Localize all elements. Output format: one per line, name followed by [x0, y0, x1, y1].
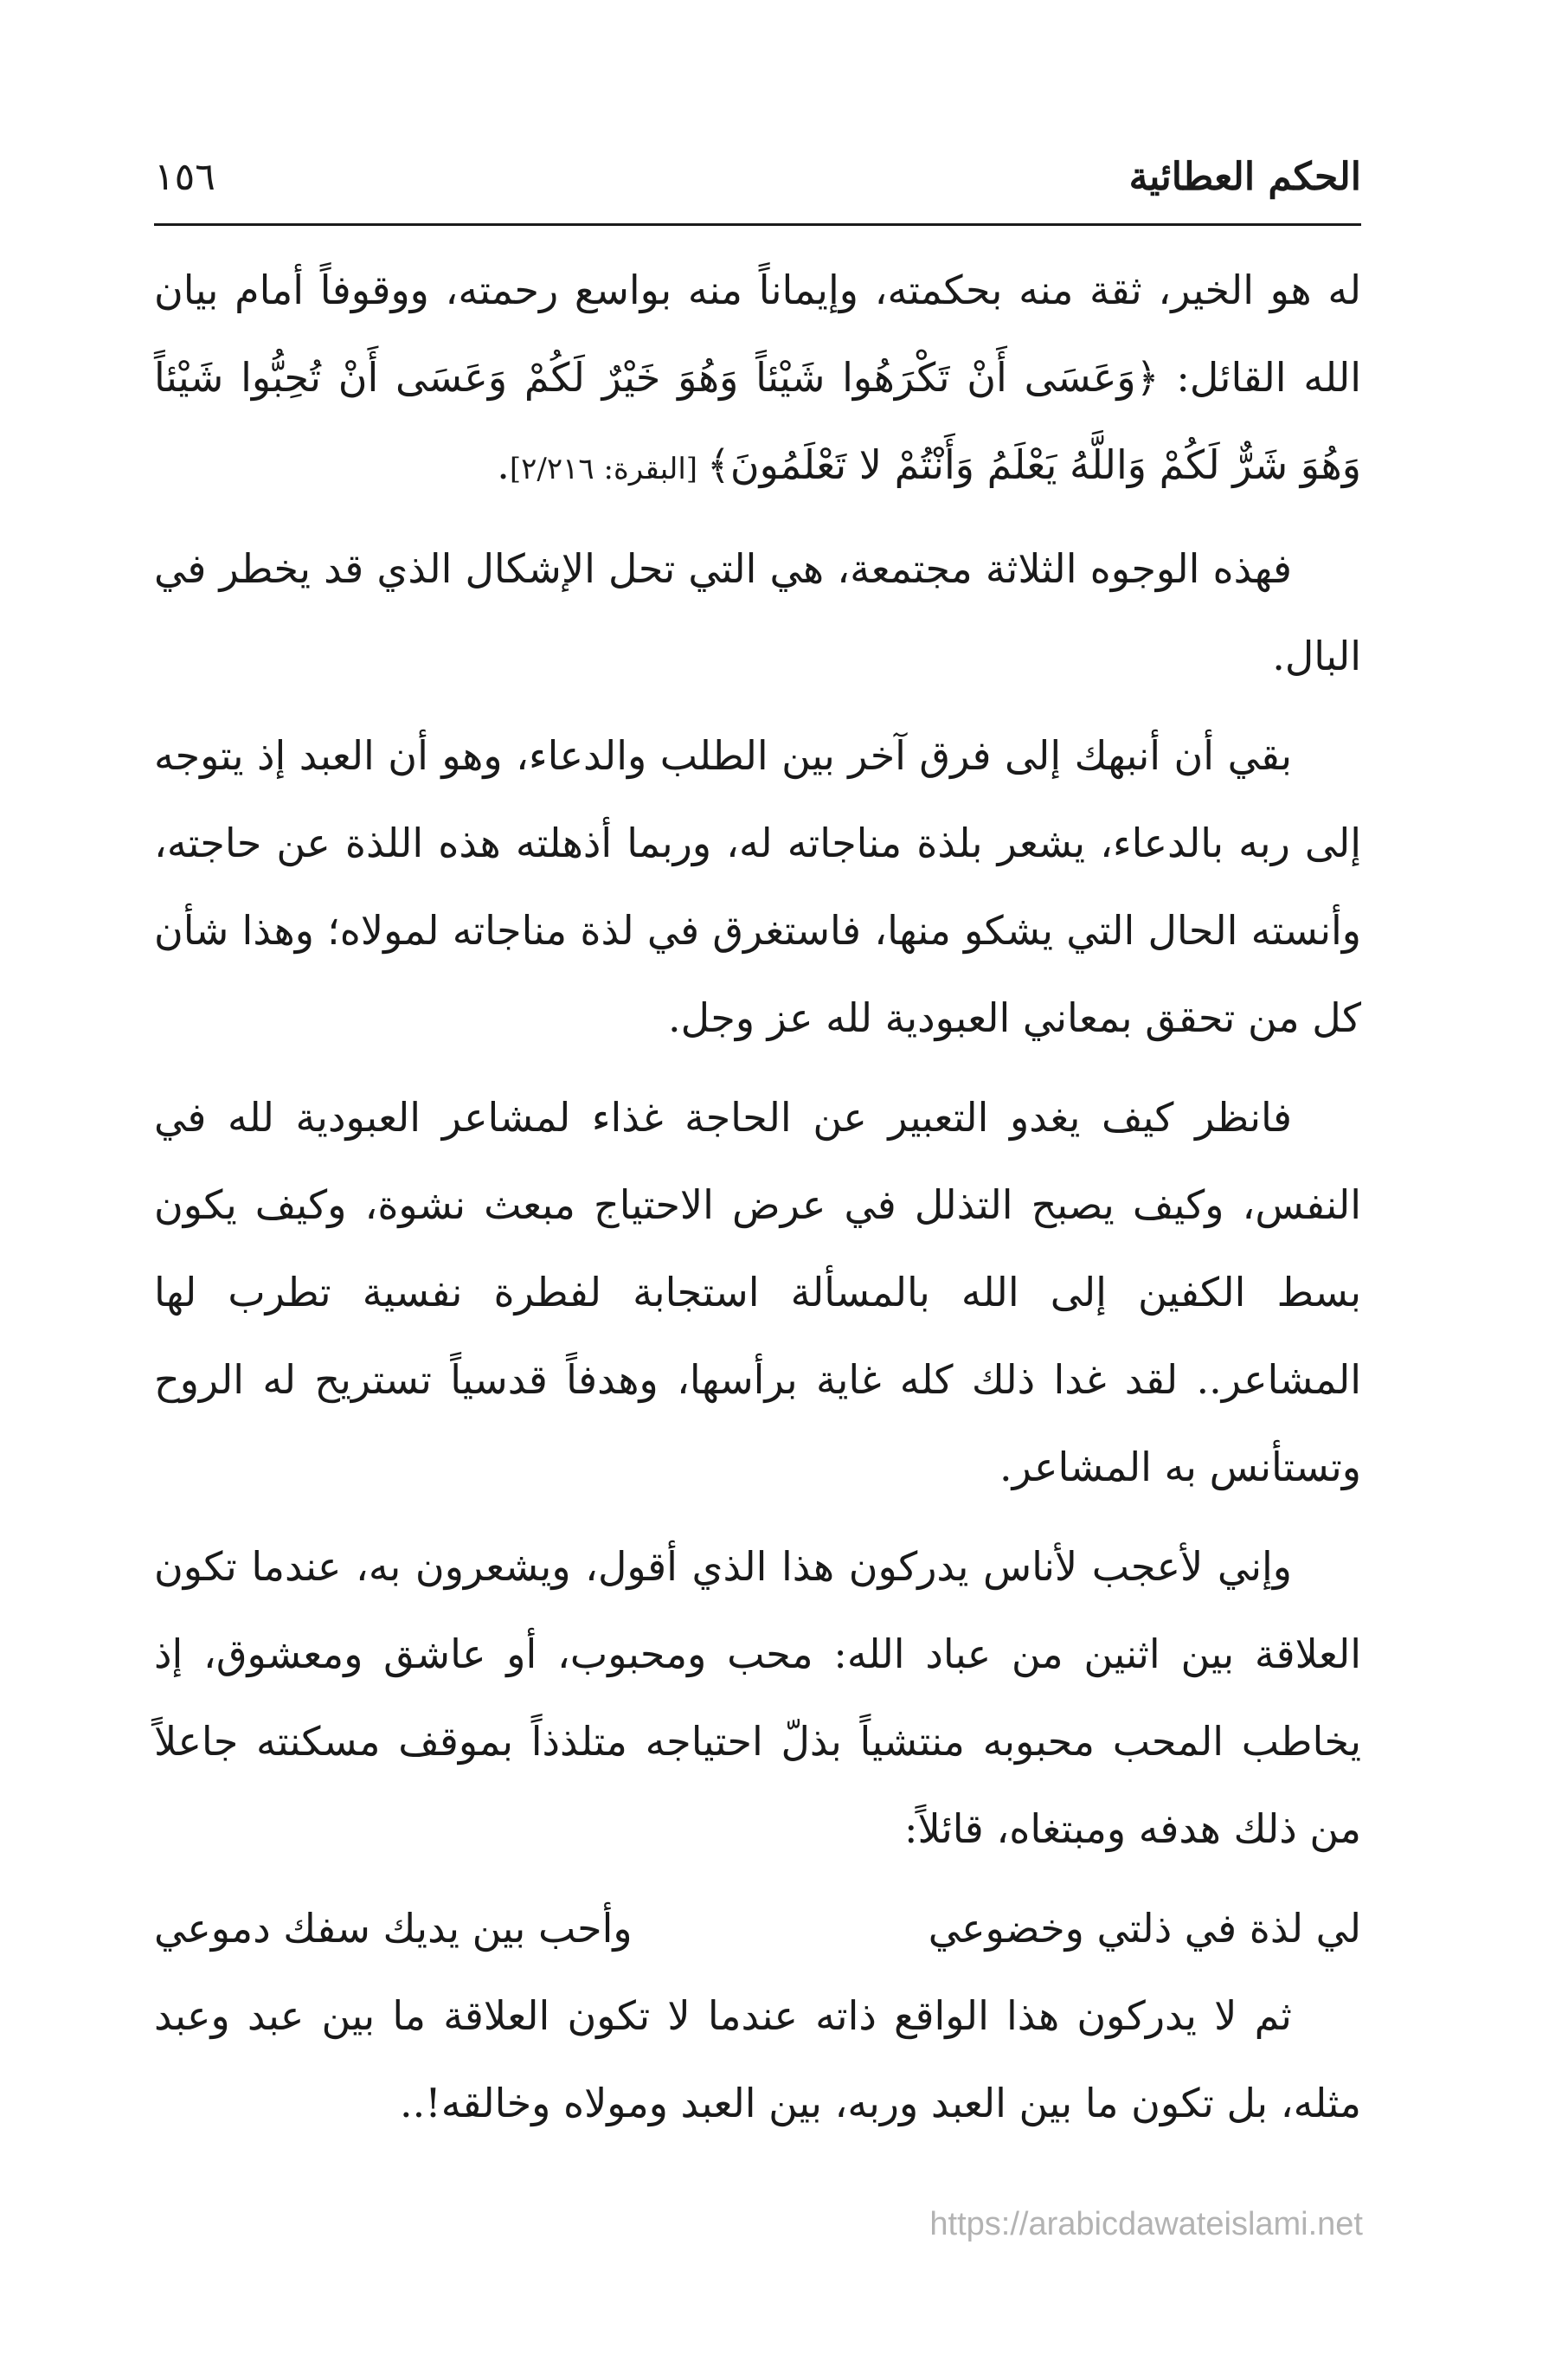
page-header	[154, 147, 1361, 208]
watermark-url: https://arabicdawateislami.net	[929, 2206, 1363, 2242]
page-number: ١٥٦	[154, 155, 215, 199]
verse-first-hemistich: لي لذة في ذلتي وخضوعي	[928, 1905, 1361, 1952]
paragraph-6: ثم لا يدركون هذا الواقع ذاته عندما لا تكون العلاقة ما بين عبد وعبد مثله، بل تكون ما بين العبد وربه، بين العبد ومولاه وخالقه!..	[154, 1992, 1361, 2126]
quran-verse: ﴿وَعَسَى أَنْ تَكْرَهُوا شَيْئاً وَهُوَ خَيْرٌ لَكُمْ وَعَسَى أَنْ تُحِبُّوا شَيْئاً وَهُوَ شَرٌّ لَكُمْ وَاللَّهُ يَعْلَمُ وَأَنْتُمْ لا تَعْلَمُونَ﴾	[154, 354, 1361, 488]
quran-citation: [البقرة: ٢/٢١٦]	[509, 452, 707, 486]
paragraph-text: له هو الخير، ثقة منه بحكمته، وإيماناً منه بواسع رحمته، ووقوفاً أمام بيان الله القائل:	[154, 267, 1361, 401]
poem-verse	[154, 1885, 1361, 1972]
header-rule	[154, 223, 1361, 226]
paragraph-3: بقي أن أنبهك إلى فرق آخر بين الطلب والدعاء، وهو أن العبد إذ يتوجه إلى ربه بالدعاء، يشعر بلذة مناجاته له، وربما أذهلته هذه اللذة عن حاجته، وأنسته الحال التي يشكو منها، فاستغرق في لذة مناجاته لمولاه؛ وهذا شأن كل من تحقق بمعاني العبودية لله عز وجل.	[154, 732, 1361, 1041]
running-title: الحكم العطائية	[1128, 155, 1361, 199]
paragraph-4: فانظر كيف يغدو التعبير عن الحاجة غذاء لمشاعر العبودية لله في النفس، وكيف يصبح التذلل في عرض الاحتياج مبعث نشوة، وكيف يكون بسط الكفين إلى الله بالمسألة استجابة لفطرة نفسية تطرب لها المشاعر.. لقد غدا ذلك كله غاية برأسها، وهدفاً قدسياً تستريح له الروح وتستأنس به المشاعر.	[154, 1094, 1361, 1490]
verse-second-hemistich: وأحب بين يديك سفك دموعي	[154, 1905, 633, 1952]
paragraph-1	[154, 247, 1361, 513]
paragraph-end: .	[497, 441, 510, 488]
paragraph-5: وإني لأعجب لأناس يدركون هذا الذي أقول، ويشعرون به، عندما تكون العلاقة بين اثنين من عباد الله: محب ومحبوب، أو عاشق ومعشوق، إذ يخاطب المحب محبوبه منتشياً بذلّ احتياجه متلذذاً بموقف مسكنته جاعلاً من ذلك هدفه ومبتغاه، قائلاً:	[154, 1543, 1361, 1852]
paragraph-2: فهذه الوجوه الثلاثة مجتمعة، هي التي تحل الإشكال الذي قد يخطر في البال.	[154, 545, 1361, 679]
page-body	[154, 247, 1361, 2147]
